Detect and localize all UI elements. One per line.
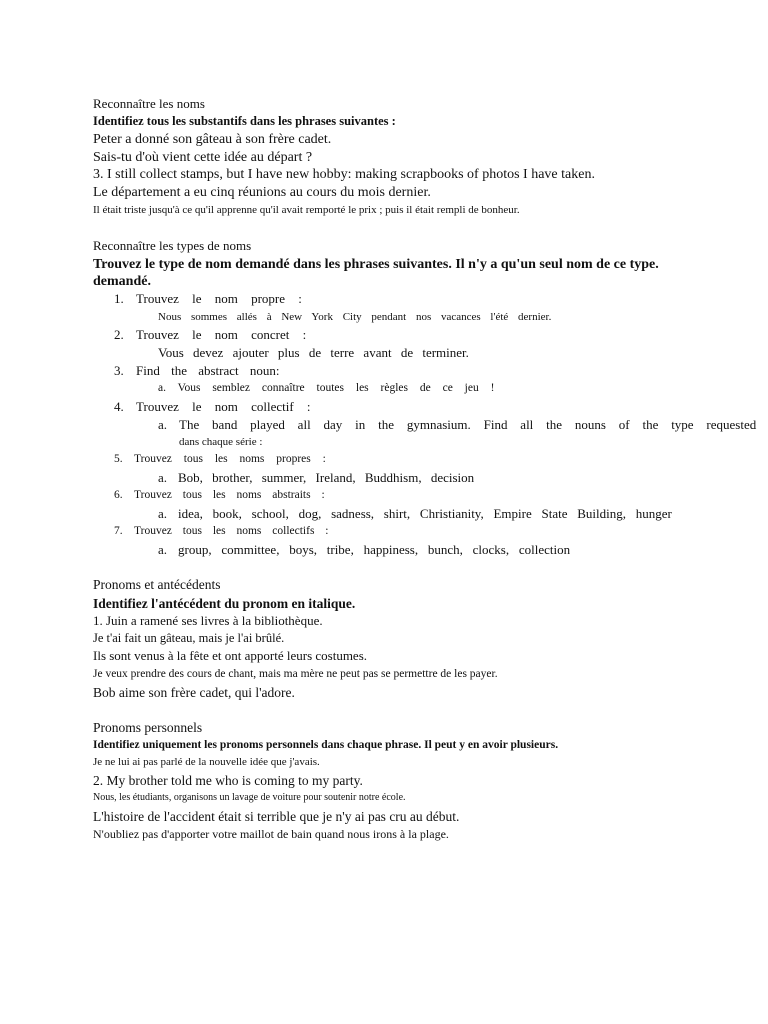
section-instruction: Identifiez tous les substantifs dans les phrases suivantes : xyxy=(93,114,396,128)
list-item xyxy=(114,400,311,415)
exercise-line: 2. My brother told me who is coming to my party. xyxy=(93,773,363,788)
list-sub-text: The band played all day in the gymnasium. Find all the nouns of the type requested xyxy=(179,417,757,432)
exercise-line: Il était triste jusqu'à ce qu'il apprenne qu'il avait remporté le prix ; puis il était rempli de bonheur. xyxy=(93,204,520,216)
list-number: 7. xyxy=(114,525,123,537)
section-instruction: Trouvez le type de nom demandé dans les phrases suivantes. Il n'y a qu'un seul nom de ce type. xyxy=(93,257,659,272)
list-item-label: Trouvez tous les noms collectifs : xyxy=(134,525,329,537)
list-item xyxy=(114,364,280,379)
list-sub-text: Bob, brother, summer, Ireland, Buddhism, decision xyxy=(178,470,475,485)
exercise-line: Nous, les étudiants, organisons un lavage de voiture pour soutenir notre école. xyxy=(93,792,406,803)
list-sub-item: Vous devez ajouter plus de terre avant de terminer. xyxy=(158,345,469,360)
section-heading: Pronoms personnels xyxy=(93,720,203,735)
list-sub-text: idea, book, school, dog, sadness, shirt, Christianity, Empire State Building, hunger xyxy=(178,506,672,521)
exercise-line: Peter a donné son gâteau à son frère cadet. xyxy=(93,132,332,147)
list-sub-marker: a. xyxy=(158,542,168,557)
list-item-label: Trouvez le nom collectif : xyxy=(136,399,311,414)
list-sub-text: group, committee, boys, tribe, happiness, bunch, clocks, collection xyxy=(178,542,571,557)
list-number: 3. xyxy=(114,363,124,378)
list-item-label: Trouvez le nom concret : xyxy=(136,327,307,342)
list-sub-marker: a. xyxy=(158,417,168,432)
list-item xyxy=(114,292,302,307)
list-item-label: Trouvez le nom propre : xyxy=(136,291,302,306)
exercise-line: Je ne lui ai pas parlé de la nouvelle idée que j'avais. xyxy=(93,756,320,768)
list-sub-item xyxy=(158,507,672,522)
list-sub-marker: a. xyxy=(158,470,168,485)
list-item xyxy=(114,525,329,538)
exercise-line: Le département a eu cinq réunions au cours du mois dernier. xyxy=(93,185,431,200)
exercise-line: Bob aime son frère cadet, qui l'adore. xyxy=(93,685,295,700)
list-number: 1. xyxy=(114,291,124,306)
list-item xyxy=(114,489,325,502)
list-number: 2. xyxy=(114,327,124,342)
list-item xyxy=(114,453,326,466)
list-sub-item xyxy=(179,418,767,433)
list-item xyxy=(114,328,306,343)
exercise-line: Je t'ai fait un gâteau, mais je l'ai brûlé. xyxy=(93,631,285,645)
exercise-line: 3. I still collect stamps, but I have new hobby: making scrapbooks of photos I have taken. xyxy=(93,167,595,182)
list-sub-item xyxy=(158,543,570,558)
exercise-line: Je veux prendre des cours de chant, mais ma mère ne peut pas se permettre de les payer. xyxy=(93,668,498,680)
list-sub-item: Nous sommes allés à New York City pendant nos vacances l'été dernier. xyxy=(158,311,552,323)
exercise-line: Sais-tu d'où vient cette idée au départ ? xyxy=(93,150,313,165)
list-item-label: Trouvez tous les noms abstraits : xyxy=(134,489,325,501)
section-heading: Reconnaître les types de noms xyxy=(93,238,252,253)
exercise-line: 1. Juin a ramené ses livres à la bibliothèque. xyxy=(93,613,323,628)
list-sub-marker: a. xyxy=(158,506,168,521)
exercise-line: Ils sont venus à la fête et ont apporté leurs costumes. xyxy=(93,648,368,663)
list-item-label: Find the abstract noun: xyxy=(136,363,280,378)
list-sub-item xyxy=(158,471,474,486)
section-heading: Reconnaître les noms xyxy=(93,96,205,111)
list-item-label: Trouvez tous les noms propres : xyxy=(134,453,326,465)
exercise-line: L'histoire de l'accident était si terrible que je n'y ai pas cru au début. xyxy=(93,809,460,824)
section-instruction: Identifiez uniquement les pronoms personnels dans chaque phrase. Il peut y en avoir plusieurs. xyxy=(93,739,559,751)
exercise-line: N'oubliez pas d'apporter votre maillot de bain quand nous irons à la plage. xyxy=(93,827,449,841)
list-number: 4. xyxy=(114,399,124,414)
list-sub-item-continued: dans chaque série : xyxy=(179,436,263,448)
section-instruction: Identifiez l'antécédent du pronom en italique. xyxy=(93,596,356,611)
section-heading: Pronoms et antécédents xyxy=(93,577,221,592)
list-number: 6. xyxy=(114,489,123,501)
section-instruction: demandé. xyxy=(93,274,151,289)
list-number: 5. xyxy=(114,453,123,465)
list-sub-item: a. Vous semblez connaître toutes les règles de ce jeu ! xyxy=(158,382,495,394)
